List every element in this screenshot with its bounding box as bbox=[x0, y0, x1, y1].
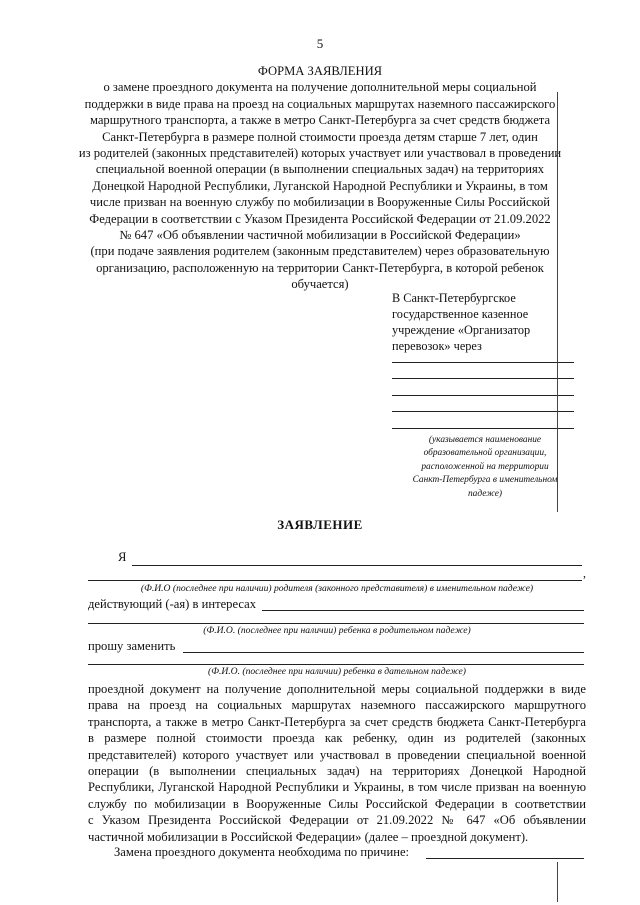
applicant-name-field-continued[interactable] bbox=[88, 580, 582, 581]
header-line: о замене проездного документа на получение дополнительной меры социальной bbox=[103, 80, 537, 95]
statement-title: ЗАЯВЛЕНИЕ bbox=[277, 517, 363, 532]
addressee-block bbox=[392, 290, 572, 354]
header-line: поддержки в виде права на проезд на социальных маршрутах наземного пассажирского bbox=[84, 96, 556, 111]
child-genitive-field[interactable] bbox=[262, 610, 584, 611]
statement-body bbox=[88, 681, 586, 845]
header-line: обучается) bbox=[291, 277, 349, 292]
child-dative-caption: (Ф.И.О. (последнее при наличии) ребенка в дательном падеже) bbox=[208, 666, 466, 677]
applicant-name-field[interactable] bbox=[132, 565, 582, 566]
body-line: операции (в выполнении специальных задач) на территориях Донецкой Народной bbox=[88, 764, 586, 779]
body-line: с Указом Президента Российской Федерации от 21.09.2022 № 647 «Об объявлении bbox=[88, 813, 586, 828]
child-dative-field-continued[interactable] bbox=[88, 664, 584, 665]
header-line: (при подаче заявления родителем (законным представителем) через образовательную bbox=[90, 244, 550, 259]
body-line: частичной мобилизации в Российской Федерации» (далее – проездной документ). bbox=[88, 829, 529, 844]
addressee-line: государственное казенное bbox=[392, 307, 529, 321]
addressee-note-line: расположенной на территории bbox=[421, 461, 549, 472]
organization-input-line[interactable] bbox=[392, 411, 574, 412]
addressee-line: В Санкт-Петербургское bbox=[392, 291, 516, 305]
body-line: Республики, Луганской Народной Республики и Украины, в том числе призван на военную bbox=[88, 780, 586, 795]
addressee-note bbox=[392, 434, 578, 501]
header-line: Федерации в соответствии с Указом Президента Российской Федерации от 21.09.2022 bbox=[89, 211, 551, 226]
organization-input-line[interactable] bbox=[392, 378, 574, 379]
form-title: ФОРМА ЗАЯВЛЕНИЯ bbox=[257, 64, 383, 78]
header-line: Санкт-Петербурга в размере полной стоимости проезда детям старше 7 лет, один bbox=[102, 129, 538, 144]
child-genitive-caption: (Ф.И.О. (последнее при наличии) ребенка в родительном падеже) bbox=[203, 625, 471, 636]
comma-mark: , bbox=[583, 566, 586, 580]
body-line: службу по мобилизации в Вооруженные Силы Российской Федерации в соответствии bbox=[88, 796, 586, 811]
reason-label: Замена проездного документа необходима по причине: bbox=[114, 845, 410, 859]
applicant-caption: (Ф.И.О (последнее при наличии) родителя (законного представителя) в именительном падеже) bbox=[140, 583, 534, 594]
body-line: права на проезд на социальных маршрутах наземного пассажирского маршрутного bbox=[88, 698, 586, 713]
page-number: 5 bbox=[316, 36, 324, 51]
addressee-note-line: образовательной организации, bbox=[423, 448, 547, 459]
organization-input-line[interactable] bbox=[392, 395, 574, 396]
header-line: из родителей (законных представителей) которых участвует или участвовал в проведении bbox=[78, 146, 562, 161]
header-line: числе призван на военную службу по мобилизации в Вооруженные Силы Российской bbox=[89, 195, 551, 210]
scan-artifact-line bbox=[557, 862, 558, 902]
applicant-label: Я bbox=[118, 550, 127, 564]
addressee-line: перевозок» через bbox=[392, 339, 482, 353]
addressee-note-line: падеже) bbox=[467, 488, 503, 499]
replace-label: прошу заменить bbox=[88, 639, 176, 653]
scan-artifact-line bbox=[557, 92, 558, 512]
body-line: в размере полной стоимости проезда как ребенку, один из родителей (законных bbox=[88, 731, 586, 746]
acting-label: действующий (-ая) в интересах bbox=[88, 597, 256, 611]
addressee-line: учреждение «Организатор bbox=[392, 323, 531, 337]
addressee-note-line: Санкт-Петербурга в именительном bbox=[412, 475, 558, 486]
child-dative-field[interactable] bbox=[183, 652, 584, 653]
body-line: проездной документ на получение дополнительной меры социальной поддержки в виде bbox=[88, 682, 586, 696]
form-header bbox=[0, 63, 640, 293]
addressee-note-line: (указывается наименование bbox=[428, 435, 542, 445]
header-line: специальной военной операции (в выполнении специальных задач) на территориях bbox=[95, 162, 545, 177]
child-genitive-field-continued[interactable] bbox=[88, 623, 584, 624]
header-line: маршрутного транспорта, а также в метро Санкт-Петербурга за счет средств бюджета bbox=[89, 113, 551, 128]
reason-field[interactable] bbox=[426, 858, 584, 859]
header-line: организацию, расположенную на территории Санкт-Петербурга, в которой ребенок bbox=[96, 260, 544, 275]
header-line: № 647 «Об объявлении частичной мобилизации в Российской Федерации» bbox=[119, 228, 521, 243]
body-line: представителей) которого участвует или участвовал в проведении специальной военной bbox=[88, 747, 586, 762]
header-line: Донецкой Народной Республики, Луганской Народной Республики и Украины, в том bbox=[92, 178, 548, 193]
body-line: транспорта, а также в метро Санкт-Петербурга за счет средств бюджета Санкт-Петербурга bbox=[88, 714, 586, 729]
organization-input-line[interactable] bbox=[392, 362, 574, 363]
organization-input-line[interactable] bbox=[392, 428, 574, 429]
